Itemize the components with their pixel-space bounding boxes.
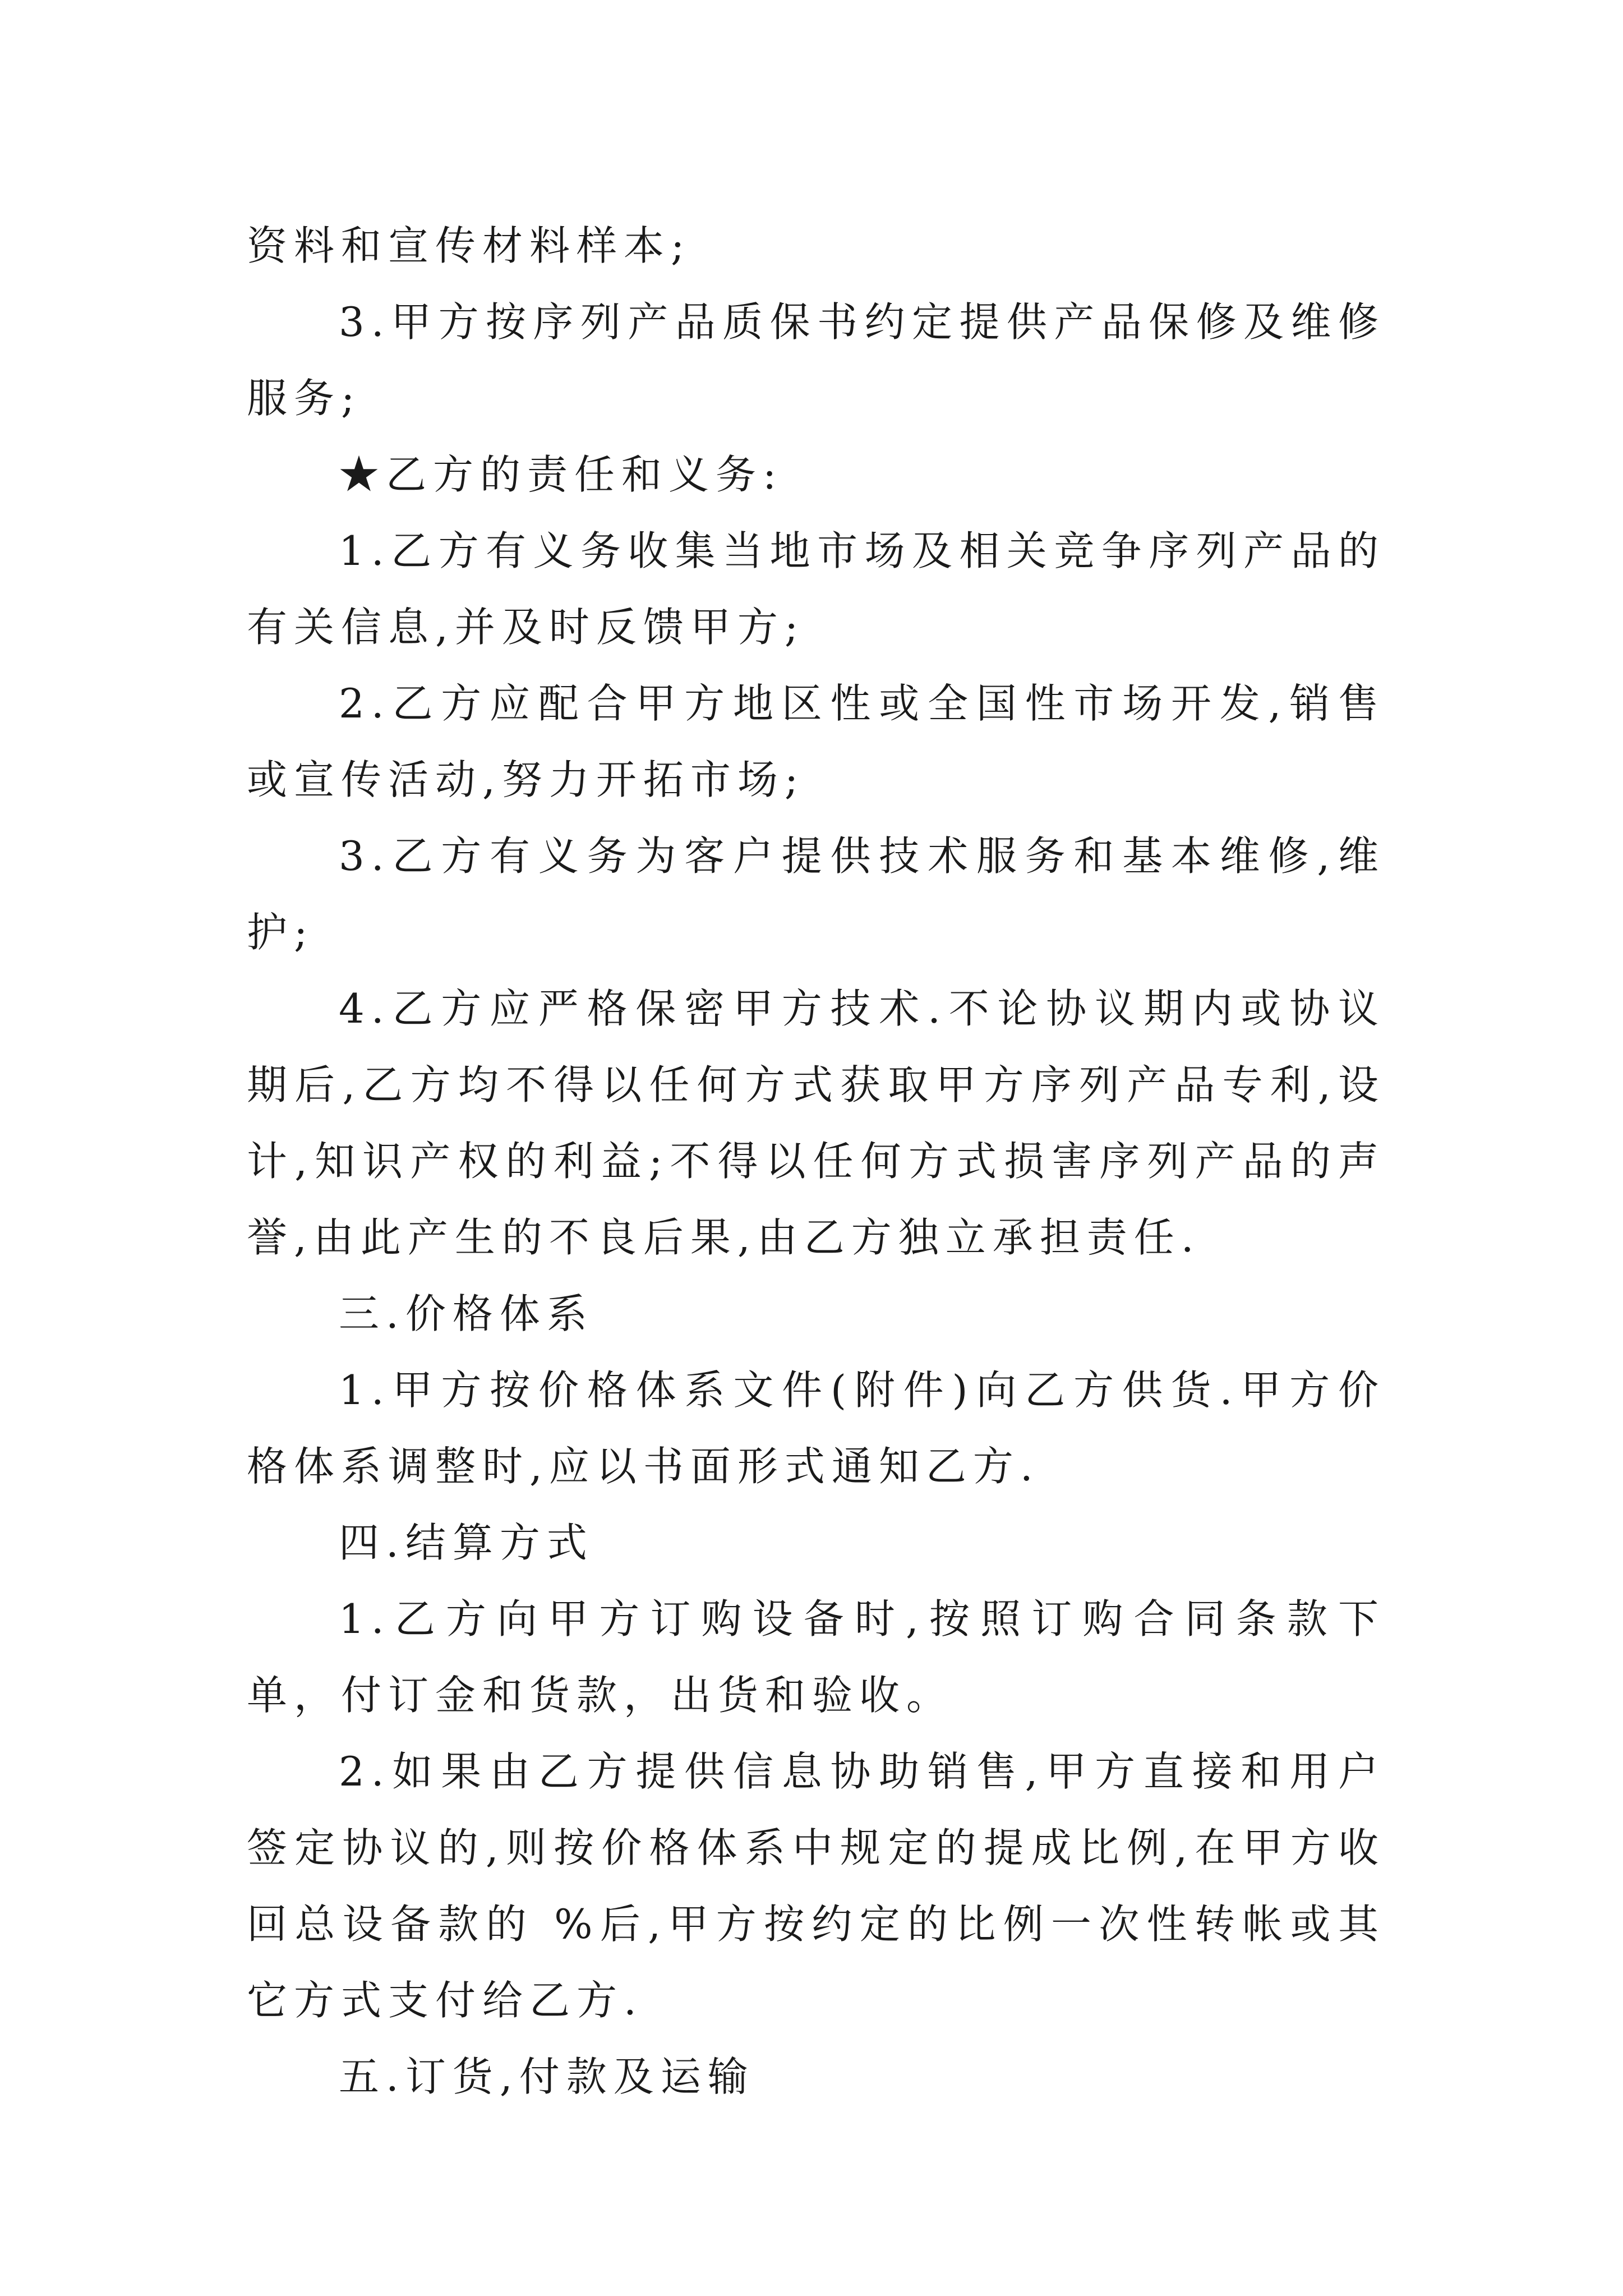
document-body (247, 208, 1385, 2115)
heading-party-b-duties: ★乙方的责任和义务: (339, 451, 783, 498)
paragraph-price-item-1: 1.甲方按价格体系文件(附件)向乙方供货.甲方价格体系调整时,应以书面形式通知乙方. (247, 1366, 1385, 1490)
paragraph-party-b-item-2: 2.乙方应配合甲方地区性或全国性市场开发,销售或宣传活动,努力开拓市场; (247, 680, 1385, 803)
paragraph-settlement-item-1: 1.乙方向甲方订购设备时,按照订购合同条款下单，付订金和货款，出货和验收。 (247, 1595, 1385, 1719)
heading-ordering-payment-transport: 五.订货,付款及运输 (339, 2053, 755, 2100)
heading-price-system: 三.价格体系 (339, 1290, 594, 1337)
paragraph-settlement-item-2: 2.如果由乙方提供信息协助销售,甲方直接和用户签定协议的,则按价格体系中规定的提成比例,在甲方收回总设备款的 %后,甲方按约定的比例一次性转帐或其它方式支付给乙方. (247, 1748, 1385, 2024)
paragraph-party-b-item-3: 3.乙方有义务为客户提供技术服务和基本维修,维护; (247, 832, 1385, 956)
heading-settlement: 四.结算方式 (339, 1519, 594, 1566)
paragraph-party-b-item-4: 4.乙方应严格保密甲方技术.不论协议期内或协议期后,乙方均不得以任何方式获取甲方序列产品专利,设计,知识产权的利益;不得以任何方式损害序列产品的声誉,由此产生的不良后果,由乙方独立承担责任. (247, 985, 1385, 1261)
paragraph-party-b-item-1: 1.乙方有义务收集当地市场及相关竞争序列产品的有关信息,并及时反馈甲方; (247, 527, 1385, 651)
paragraph-materials-continued: 资料和宣传材料样本; (247, 222, 691, 269)
paragraph-party-a-warranty: 3.甲方按序列产品质保书约定提供产品保修及维修服务; (247, 298, 1385, 422)
